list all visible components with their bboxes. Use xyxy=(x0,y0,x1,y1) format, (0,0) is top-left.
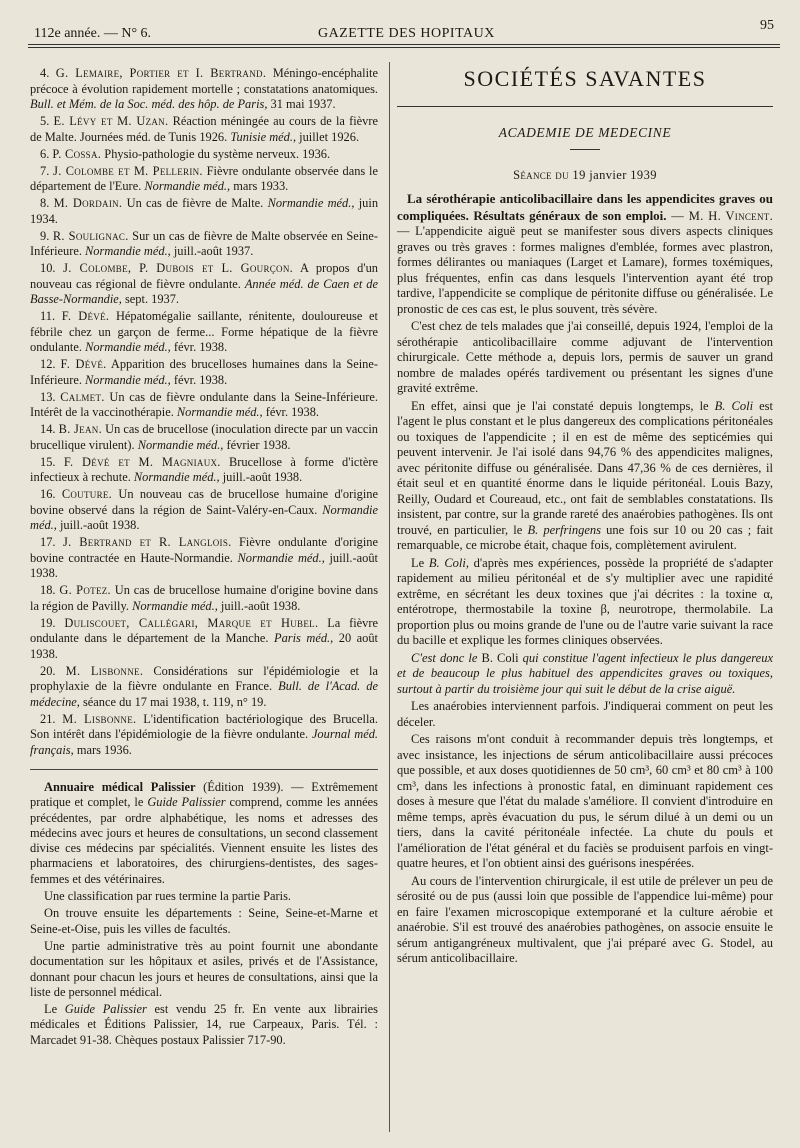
reference-separator: . xyxy=(52,261,64,275)
reference-text: L'identification bactériologique des Brucella. Son intérêt dans l'épidémiologie de la fièvre ondulante. xyxy=(30,711,379,741)
annuaire-notice xyxy=(30,780,378,1048)
reference-number: 18 xyxy=(40,583,53,597)
reference-date: séance du 17 mai 1938, t. 119, n° 19. xyxy=(79,694,267,709)
reference-text: Un cas de fièvre ondulante dans la Seine-Inférieure. Intérêt de la vaccinothérapie. xyxy=(30,389,378,419)
reference-item xyxy=(30,535,378,582)
reference-item xyxy=(30,164,378,195)
reference-authors: E. Lévy et M. Uzan. xyxy=(53,114,169,128)
right-column xyxy=(397,64,773,969)
reference-item xyxy=(30,390,378,421)
session-date xyxy=(397,168,773,183)
reference-journal: Normandie méd., xyxy=(133,470,220,484)
reference-separator: . xyxy=(52,487,62,501)
annuaire-title: Annuaire médical Palissier xyxy=(44,780,196,794)
reference-text: Fièvre ondulante d'origine bovine contractée en Haute-Normandie. xyxy=(30,535,378,565)
reference-journal: Paris méd., xyxy=(274,631,334,645)
reference-number: 7 xyxy=(40,163,47,178)
reference-authors: M. Lisbonne. xyxy=(65,663,144,678)
reference-date: févr. 1938. xyxy=(262,405,320,419)
reference-journal: Normandie méd., xyxy=(267,196,355,210)
article-text: C'est donc le xyxy=(411,650,482,665)
reference-date: juill.-août 1937. xyxy=(170,244,254,258)
reference-number: 20 xyxy=(40,663,53,678)
article-paragraph: Au cours de l'intervention chirurgicale, il est utile de prélever un peu de sérosité ou de pus (aussi loin que possible de l'appendice lui-même) pour en faire l'examen microscopique extemporané et la culture aérobie et anaérobie. S'il est trouvé des anaérobies pathogènes, on associe ensuite le sérum antigangréneux multivalent, que j'ai préparé avec G. Stodel, au sérum anticolibacillaire. xyxy=(397,873,773,965)
annuaire-paragraph xyxy=(30,780,378,887)
reference-date: juillet 1926. xyxy=(296,129,360,144)
reference-authors: M. Lisbonne. xyxy=(62,711,137,726)
reference-number: 5 xyxy=(40,114,47,128)
article-text: une fois sur 10 ou 20 cas ; fait remarquable, ce microbe était, chaque fois, complètement avirulent. xyxy=(397,522,773,552)
reference-journal: Bull. de l'Acad. de médecine, xyxy=(30,679,378,709)
reference-number: 10 xyxy=(40,261,53,275)
reference-authors: Calmet. xyxy=(60,389,105,404)
reference-authors: M. Dordain. xyxy=(53,196,123,210)
article-paragraph xyxy=(397,651,773,698)
reference-separator: . xyxy=(46,66,56,80)
reference-number: 12 xyxy=(40,357,53,371)
reference-separator: . xyxy=(46,114,54,128)
reference-date: 20 août 1938. xyxy=(30,631,378,661)
reference-text: Un nouveau cas de brucellose humaine d'origine bovine observé dans la région de Saint-Valéry-en-Caux. xyxy=(30,487,378,517)
article-paragraph: Ces raisons m'ont conduit à recommander depuis très longtemps, et avec insistance, les injections de sérum anticolibacillaire aussi précoces que possible, et aux doses quotidiennes de 50 cm³, 60 cm³ et 80 cm³ à 100 cm³, dans les infections à pronostic fatal, en diminuant rapidement ces doses à mesure que l'état du malade s'améliore. Il convient d'introduire en même temps, après évacuation du pus, le sérum dilué à un demi ou un tiers, dans la cavité péritonéale infectée. La chute du pouls et l'amélioration de l'état général et du faciès se produisent parfois en vingt-quatre heures, et l'on obtient ainsi des guérisons inespérées. xyxy=(397,732,773,870)
reference-text: Réaction méningée au cours de la fièvre de Malte. Journées méd. de Tunis 1926. xyxy=(30,114,378,144)
reference-separator: . xyxy=(46,146,53,161)
reference-text: Sur un cas de fièvre de Malte observée en Seine-Inférieure. xyxy=(30,228,379,258)
annuaire-text: Le xyxy=(44,1002,65,1017)
reference-separator: . xyxy=(52,711,63,726)
reference-number: 16 xyxy=(40,487,53,501)
article-text: est l'agent le plus constant et le plus dangereux des complications péritonéales ou toxiques de l'appendicite ; il en est de même des septicémies qui peuvent intervenir. Je l'ai isolé dans 94,76 % des appendicites malignes, avec péritonite diffuse ou généralisée. Dans 47,36 % de ces dernières, il était seul et en quantité énorme dans le liquide péritonéal. Louis Bazy, Reilly, Oudard et Coureaud, etc., ont fait de semblables constatations. Ils insistent, par contre, sur la grande rareté des anaérobies pathogènes. Ils ont trouvé, en particulier, le xyxy=(397,398,774,537)
reference-text: Hépatomégalie saillante, rénitente, douloureuse et fébrile chez un garçon de ferme... Forme hépatique de la fièvre ondulante. xyxy=(30,309,378,354)
journal-title: GAZETTE DES HOPITAUX xyxy=(318,26,495,41)
reference-list xyxy=(30,66,378,758)
left-column xyxy=(30,66,378,1050)
reference-authors: Couture. xyxy=(61,487,113,501)
reference-number: 17 xyxy=(40,535,53,549)
annuaire-paragraph: Une partie administrative très au point fournit une abondante documentation sur les hôpitaux et asiles, privés et de l'Assistance, donnant pour chacun les jours et heures de consultations, ainsi que la liste de personnel médical. xyxy=(30,938,378,999)
header-rule-double xyxy=(28,47,780,48)
article-author: — M. H. Vincent. xyxy=(666,208,773,223)
reference-number: 13 xyxy=(40,389,53,404)
reference-item xyxy=(30,229,378,260)
reference-journal: Normandie méd., xyxy=(144,179,231,193)
reference-authors: P. Cossa. xyxy=(52,146,102,161)
reference-journal: Normandie méd., xyxy=(137,437,224,452)
reference-number: 8 xyxy=(40,196,47,210)
bacterium-name: B. Coli xyxy=(481,650,519,665)
reference-journal: Normandie méd., xyxy=(85,372,171,387)
reference-item xyxy=(30,712,378,759)
reference-number: 9 xyxy=(40,228,47,243)
article-paragraph xyxy=(397,191,773,317)
reference-authors: F. Dévé. xyxy=(60,357,107,371)
article-title: La sérothérapie anticolibacillaire dans les appendicites graves ou compliquées. Résultats généraux de son emploi. xyxy=(397,191,773,223)
section-rule xyxy=(30,769,378,770)
reference-authors: F. Dévé et M. Magniaux. xyxy=(63,454,221,469)
reference-number: 19 xyxy=(40,615,53,630)
reference-date: mars 1936. xyxy=(73,742,132,757)
reference-number: 21 xyxy=(40,711,53,726)
reference-date: juill.-août 1938. xyxy=(219,470,303,484)
reference-separator: . xyxy=(52,663,66,678)
guide-name: Guide Palissier xyxy=(147,795,226,810)
column-divider xyxy=(389,62,390,1132)
reference-text: Un cas de fièvre de Malte. xyxy=(122,196,268,210)
annuaire-text: (Édition 1939). — Extrêmement pratique et complet, le xyxy=(30,780,379,810)
reference-item xyxy=(30,309,378,356)
issue-label: 112e année. — N° 6. xyxy=(34,26,152,41)
reference-date: février 1938. xyxy=(223,437,291,452)
reference-text: Considérations sur l'épidémiologie et la prophylaxie de la fièvre ondulante en France. xyxy=(30,663,379,693)
reference-separator: . xyxy=(46,228,53,243)
guide-name: Guide Palissier xyxy=(64,1002,147,1017)
article-paragraph: Les anaérobies interviennent parfois. J'indiquerai comment on peut les déceler. xyxy=(397,699,773,729)
session-day: 19 janvier 1939 xyxy=(572,168,657,182)
reference-authors: F. Dévé. xyxy=(61,309,110,323)
title-rule xyxy=(397,106,773,107)
reference-authors: B. Jean. xyxy=(58,422,102,436)
reference-journal: Journal méd. français, xyxy=(30,727,379,757)
reference-journal: Bull. et Mém. de la Soc. méd. des hôp. de Paris, xyxy=(30,97,268,111)
reference-text: Un cas de brucellose humaine d'origine bovine dans la région de Pavilly. xyxy=(30,583,379,613)
reference-authors: J. Colombe et M. Pellerin. xyxy=(53,163,203,178)
reference-separator: . xyxy=(52,583,60,597)
reference-separator: . xyxy=(46,163,54,178)
reference-separator: . xyxy=(52,389,61,404)
reference-authors: G. Lemaire, Portier et I. Bertrand. xyxy=(55,66,267,80)
reference-separator: . xyxy=(52,535,63,549)
short-rule xyxy=(570,149,600,150)
annuaire-text: est vendu 25 fr. En vente aux librairies médicales et Éditions Palissier, 14, rue Carpeaux, Paris. Tél. : Marcadet 91-38. Chèques postaux Palissier 717-90. xyxy=(30,1002,378,1047)
reference-separator: . xyxy=(52,615,65,630)
reference-journal: Tunisie méd., xyxy=(230,129,297,144)
reference-date: juill.-août 1938. xyxy=(56,518,140,532)
reference-item xyxy=(30,147,378,163)
reference-text: Physio-pathologie du système nerveux. 1936. xyxy=(101,146,331,161)
reference-date: mars 1933. xyxy=(230,179,289,193)
annuaire-paragraph: On trouve ensuite les départements : Seine, Seine-et-Marne et Seine-et-Oise, puis les villes de facultés. xyxy=(30,906,378,936)
reference-item xyxy=(30,66,378,113)
section-title: SOCIÉTÉS SAVANTES xyxy=(463,66,707,91)
reference-item xyxy=(30,114,378,145)
reference-separator: . xyxy=(52,422,59,436)
reference-text: Brucellose à forme d'ictère infectieux à rechute. xyxy=(30,454,378,484)
annuaire-paragraph: Une classification par rues termine la partie Paris. xyxy=(44,889,292,904)
reference-item xyxy=(30,487,378,534)
session-label: Séance du xyxy=(513,168,569,182)
reference-journal: Normandie méd., xyxy=(176,405,263,419)
reference-separator: . xyxy=(52,454,64,469)
reference-item xyxy=(30,616,378,663)
reference-authors: J. Colombe, P. Dubois et L. Gourçon. xyxy=(63,261,294,275)
article-text: d'après mes expériences, possède la propriété de s'adapter rapidement au milieu péritonéal et de s'y multiplier avec une rapidité extrême, en sécrétant les deux toxines que j'ai décrites : la toxine α, entérotrope, thermostabile la toxine β, neurotrope, thermolabile. La proportion plus ou moins grande de l'une ou de l'autre varie suivant la race du bacille et explique les formes cliniques observées. xyxy=(397,555,773,647)
reference-date: juill.-août 1938. xyxy=(217,598,301,613)
reference-item xyxy=(30,196,378,227)
reference-text: Méningo-encéphalite précoce à évolution rapidement mortelle ; constatations anatomiques. xyxy=(30,66,378,96)
reference-separator: . xyxy=(52,357,61,371)
academy-heading: ACADEMIE DE MEDECINE xyxy=(498,125,672,140)
reference-date: sept. 1937. xyxy=(121,292,180,306)
reference-date: févr. 1938. xyxy=(170,340,228,354)
reference-authors: G. Potez. xyxy=(59,583,111,597)
annuaire-text: comprend, comme les années précédentes, par ordre alphabétique, les noms et adresses des médecins avec jours et heures de consultations, un second classement divise ces médecins par spécialités. Viennent ensuite les listes des pharmaciens et laboratoires, des chirurgiens-dentistes, des sages-femmes et des vétérinaires. xyxy=(30,795,379,886)
bacterium-name: B. Coli xyxy=(714,398,754,413)
article-text: qui constitue l'agent infectieux le plus dangereux et de beaucoup le plus habituel des appendicites graves ou toxiques, surtout à partir du troisième jour qui suit le début de la crise aiguë. xyxy=(397,650,773,696)
bacterium-name: B. Coli, xyxy=(428,555,469,570)
reference-date: juill.-août 1938. xyxy=(30,550,378,580)
reference-authors: R. Soulignac. xyxy=(52,228,129,243)
reference-text: La fièvre ondulante dans le département de la Manche. xyxy=(30,615,378,645)
article-text: Le xyxy=(411,555,429,570)
reference-journal: Normandie méd., xyxy=(85,244,171,258)
reference-item xyxy=(30,357,378,388)
reference-item xyxy=(30,455,378,486)
reference-date: 31 mai 1937. xyxy=(267,97,336,111)
article-text: En effet, ainsi que je l'ai constaté depuis longtemps, le xyxy=(411,398,715,413)
reference-authors: Duliscouet, Callégari, Marque et Hubel. xyxy=(64,615,319,630)
article-text: — L'appendicite aiguë peut se manifester sous divers aspects cliniques graves ou très graves : formes malignes d'emblée, formes avec plastron, formes délirantes ou maniaques (Larget et Lamare), formes toxémiques, plus fréquentes, enfin cas dans lesquels l'intervention ayant été trop tardive, l'appendicite se complique de péritonite diffuse ou généralisée. Le pronostic de ces cas est, le plus souvent, très sévère. xyxy=(397,224,773,316)
reference-number: 15 xyxy=(40,454,53,469)
reference-separator: . xyxy=(51,309,62,323)
reference-item xyxy=(30,583,378,614)
header-rule xyxy=(28,44,780,45)
reference-authors: J. Bertrand et R. Langlois. xyxy=(62,535,232,549)
reference-item xyxy=(30,261,378,308)
reference-journal: Normandie méd., xyxy=(30,502,378,532)
article-paragraph: C'est chez de tels malades que j'ai conseillé, depuis 1924, l'emploi de la sérothérapie anticolibacillaire comme adjuvant de l'intervention chirurgicale. Cette méthode a, depuis lors, permis de sauver un grand nombre de malades opérés tardivement ou présentant les signes d'une gravité extrême. xyxy=(397,319,773,395)
reference-text: A propos d'un nouveau cas régional de fièvre ondulante. xyxy=(30,261,378,291)
page-number: 95 xyxy=(760,18,774,33)
reference-text: Un cas de brucellose (inoculation directe par un vaccin brucellique virulent). xyxy=(30,422,378,452)
reference-text: Apparition des brucelloses humaines dans la Seine-Inférieure. xyxy=(30,357,378,387)
article xyxy=(397,191,773,967)
reference-item xyxy=(30,422,378,453)
article-paragraph xyxy=(397,399,773,554)
article-paragraph xyxy=(397,556,773,649)
reference-item xyxy=(30,664,378,711)
reference-number: 6 xyxy=(40,146,47,161)
reference-number: 11 xyxy=(40,309,52,323)
reference-text: Fièvre ondulante observée dans le département de l'Eure. xyxy=(30,163,378,193)
reference-journal: Normandie méd., xyxy=(132,598,218,613)
reference-date: juin 1934. xyxy=(30,196,379,226)
reference-journal: Normandie méd., xyxy=(237,550,325,565)
reference-number: 14 xyxy=(40,422,53,436)
reference-separator: . xyxy=(46,196,54,210)
reference-journal: Normandie méd., xyxy=(85,340,171,354)
bacterium-name: B. perfringens xyxy=(527,522,601,537)
annuaire-paragraph xyxy=(30,1002,378,1048)
reference-date: févr. 1938. xyxy=(170,372,228,387)
reference-number: 4 xyxy=(40,66,47,80)
reference-journal: Année méd. de Caen et de Basse-Normandie, xyxy=(30,276,378,306)
